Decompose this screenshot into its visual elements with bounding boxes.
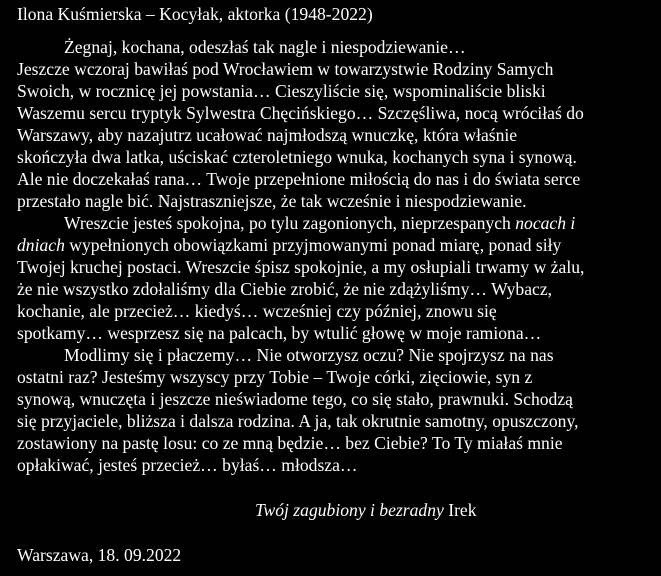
signature-phrase: Twój zagubiony i bezradny <box>255 500 444 520</box>
letter-line: opłakiwać, jesteś przecież… byłaś… młodsza… <box>17 455 358 475</box>
letter-line: Ale nie doczekałaś rana… Twoje przepełnione miłością do nas i do świata serce <box>17 169 581 189</box>
place-date: Warszawa, 18. 09.2022 <box>17 545 182 565</box>
letter-line: ostatni raz? Jesteśmy wszyscy przy Tobie – Twoje córki, zięciowie, syn z <box>17 367 533 387</box>
letter-line: Warszawy, aby nazajutrz ucałować najmłodszą wnuczkę, która właśnie <box>17 125 518 145</box>
letter-line: skończyła dwa latka, uściskać czteroletniego wnuka, kochanych syna i synową. <box>17 147 577 167</box>
letter-line <box>17 212 649 234</box>
letter-italic-text: nocach i <box>515 213 576 233</box>
page-title: Ilona Kuśmierska – Kocyłak, aktorka (1948-2022) <box>17 4 373 24</box>
letter-line: się przyjaciele, bliższa i dalsza rodzina. A ja, tak okrutnie samotny, opuszczony, <box>17 411 579 431</box>
signature-name: Irek <box>448 500 477 520</box>
letter-line: Swoich, w rocznicę jej powstania… Cieszyliście się, wspominaliście bliski <box>17 81 546 101</box>
letter-line <box>17 234 649 256</box>
letter-body <box>17 36 649 476</box>
letter-line: Jeszcze wczoraj bawiłaś pod Wrocławiem w towarzystwie Rodziny Samych <box>17 59 554 79</box>
letter-line: Twojej kruchej postaci. Wreszcie śpisz spokojnie, a my osłupiali trwamy w żalu, <box>17 257 585 277</box>
letter-line: Modlimy się i płaczemy… Nie otworzysz oczu? Nie spojrzysz na nas <box>64 345 554 365</box>
signature <box>255 499 477 521</box>
letter-line: że nie wszystko zdołaliśmy dla Ciebie zrobić, że nie zdążyliśmy… Wybacz, <box>17 279 553 299</box>
letter-line: Żegnaj, kochana, odeszłaś tak nagle i niespodziewanie… <box>64 37 466 57</box>
letter-line: przestało nagle bić. Najstraszniejsze, że tak wcześnie i niespodziewanie. <box>17 191 527 211</box>
letter-text: Wreszcie jesteś spokojna, po tylu zagonionych, nieprzespanych <box>64 213 516 233</box>
letter-line: spotkamy… wesprzesz się na palcach, by wtulić głowę w moje ramiona… <box>17 323 542 343</box>
letter-italic-text: dniach <box>17 235 65 255</box>
letter-line: zostawiony na pastę losu: co ze mną będzie… bez Ciebie? To Ty miałaś mnie <box>17 433 563 453</box>
letter-line: Waszemu sercu tryptyk Sylwestra Chęcińskiego… Szczęśliwa, nocą wróciłaś do <box>17 103 584 123</box>
letter-line: kochanie, ale przecież… kiedyś… wcześniej czy później, znowu się <box>17 301 497 321</box>
letter-text: wypełnionych obowiązkami przyjmowanymi ponad miarę, ponad siły <box>64 235 562 255</box>
letter-line: synową, wnuczęta i jeszcze nieświadome tego, co się stało, prawnuki. Schodzą <box>17 389 573 409</box>
